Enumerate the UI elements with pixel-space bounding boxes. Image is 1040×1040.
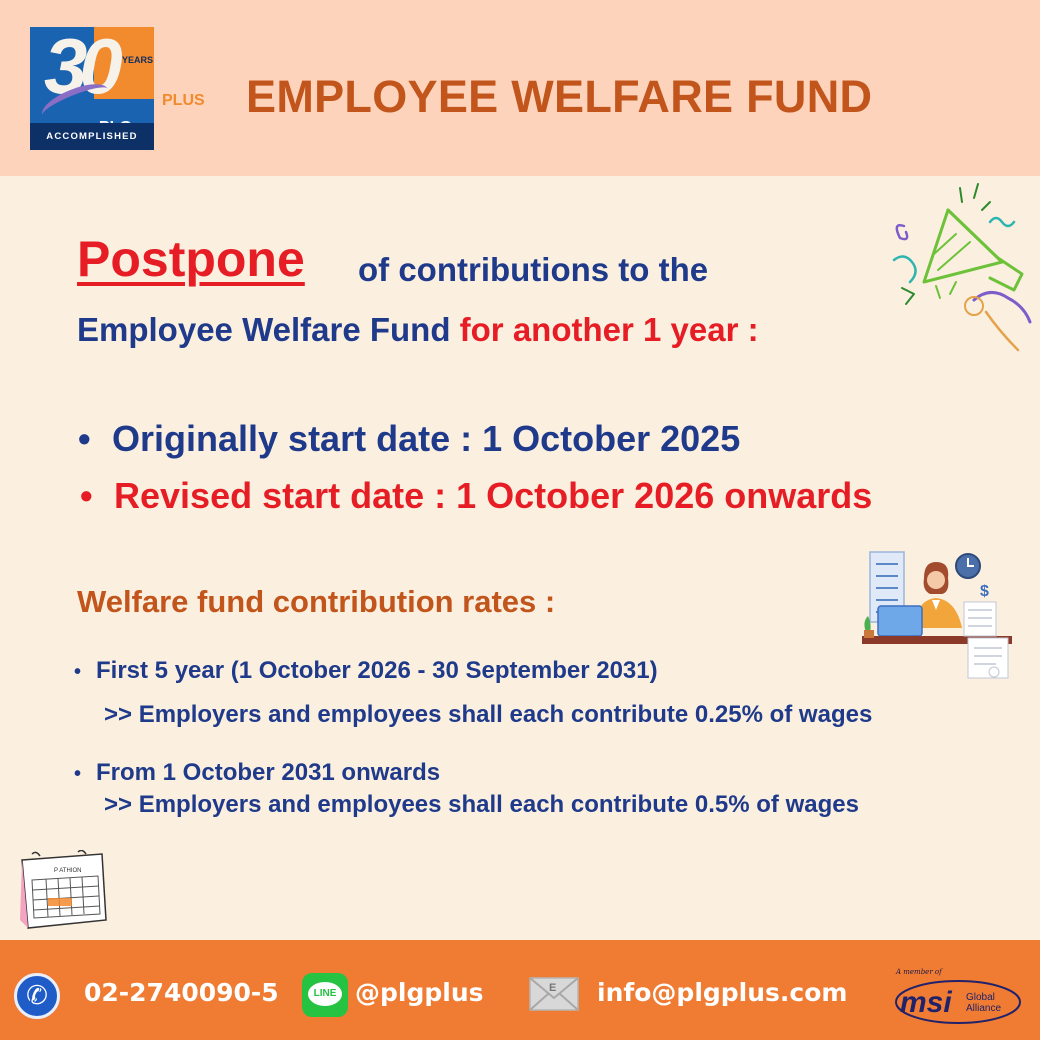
revised-date-item bbox=[80, 475, 872, 517]
announcement-line-2 bbox=[77, 311, 759, 349]
revised-date-text: Revised start date : 1 October 2026 onwards bbox=[114, 475, 873, 516]
bullet: • bbox=[74, 661, 82, 683]
svg-text:Global: Global bbox=[966, 992, 995, 1003]
rate-item-1-period bbox=[74, 657, 658, 685]
rate-item-2-period bbox=[74, 759, 440, 787]
line-app-icon: LINE bbox=[302, 973, 348, 1017]
svg-text:E: E bbox=[549, 982, 557, 994]
rate-item-2-detail: >> Employers and employees shall each contribute 0.5% of wages bbox=[104, 791, 859, 818]
bullet: • bbox=[78, 418, 91, 459]
contact-email[interactable]: info@plgplus.com bbox=[597, 978, 848, 1007]
contact-line-id[interactable]: @plgplus bbox=[355, 978, 484, 1007]
svg-text:Alliance: Alliance bbox=[966, 1003, 1002, 1014]
office-worker-icon bbox=[858, 548, 1016, 682]
svg-text:msi: msi bbox=[900, 986, 952, 1019]
postpone-keyword: Postpone bbox=[77, 231, 305, 287]
phone-icon: ✆ bbox=[14, 973, 60, 1019]
mail-icon bbox=[528, 974, 580, 1014]
svg-text:P ATHION: P ATHION bbox=[54, 868, 82, 874]
rates-title: Welfare fund contribution rates : bbox=[77, 584, 556, 619]
svg-text:A member of: A member of bbox=[896, 968, 942, 976]
calendar-icon bbox=[18, 850, 110, 932]
rate-period-text: From 1 October 2031 onwards bbox=[96, 759, 441, 786]
bullet: • bbox=[74, 763, 82, 785]
msi-global-alliance-logo bbox=[892, 966, 1026, 1030]
announcement-fund-name: Employee Welfare Fund bbox=[77, 311, 451, 348]
rate-item-1-detail: >> Employers and employees shall each contribute 0.25% of wages bbox=[104, 701, 873, 728]
original-date-item bbox=[78, 418, 740, 460]
logo-tagline: ACCOMPLISHED bbox=[30, 123, 154, 150]
logo-number: 30 bbox=[44, 27, 115, 110]
contact-phone[interactable]: 02-2740090-5 bbox=[84, 978, 279, 1007]
logo-brand-plus: PLUS bbox=[162, 92, 205, 109]
svg-text:$: $ bbox=[980, 583, 989, 600]
logo-years: YEARS bbox=[122, 55, 154, 65]
megaphone-icon bbox=[890, 182, 1035, 352]
original-date-text: Originally start date : 1 October 2025 bbox=[112, 418, 741, 459]
plg-plus-logo bbox=[30, 27, 154, 150]
rate-period-text: First 5 year (1 October 2026 - 30 September 2031) bbox=[96, 657, 658, 684]
announcement-line-1: of contributions to the bbox=[358, 251, 709, 288]
page-title: EMPLOYEE WELFARE FUND bbox=[246, 71, 873, 122]
announcement-duration: for another 1 year : bbox=[459, 311, 759, 348]
bullet: • bbox=[80, 475, 93, 516]
